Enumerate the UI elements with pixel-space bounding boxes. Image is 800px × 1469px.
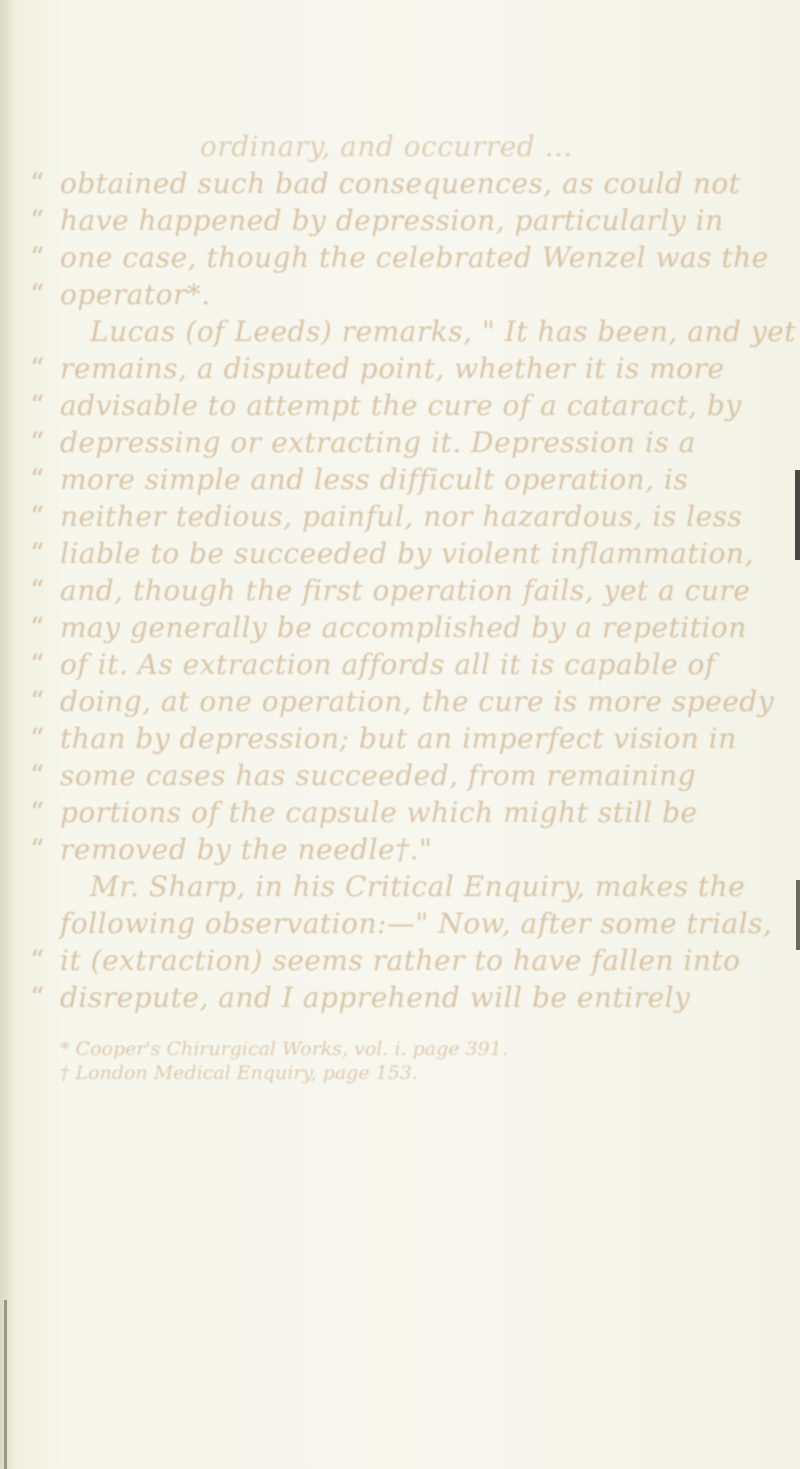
page-gutter-shadow — [0, 0, 16, 1469]
text-line: “ of it. As extraction affords all it is capable of — [30, 648, 716, 681]
text-line: “ more simple and less difficult operation, is — [30, 463, 689, 496]
page-edge-shadow — [796, 880, 800, 950]
footnote: * Cooper's Chirurgical Works, vol. i. page 391. — [60, 1038, 508, 1060]
page-edge-shadow — [795, 470, 800, 560]
text-line: “ remains, a disputed point, whether it is more — [30, 352, 725, 385]
text-line: “ liable to be succeeded by violent inflammation, — [30, 537, 754, 570]
text-line: “ have happened by depression, particularly in — [30, 204, 724, 237]
text-line: “ neither tedious, painful, nor hazardous, is less — [30, 500, 743, 533]
text-line: “ may generally be accomplished by a repetition — [30, 611, 747, 644]
footnotes — [60, 1037, 508, 1085]
text-line: “ than by depression; but an imperfect vision in — [30, 722, 737, 755]
text-line: “ depressing or extracting it. Depression is a — [30, 426, 696, 459]
page-edge-mark — [4, 1300, 7, 1469]
text-line: ordinary, and occurred ... — [200, 130, 573, 163]
body-text — [30, 128, 796, 1016]
text-line: “ some cases has succeeded, from remaining — [30, 759, 697, 792]
text-line: “ advisable to attempt the cure of a cataract, by — [30, 389, 742, 422]
text-line: “ operator*. — [30, 278, 211, 311]
footnote: † London Medical Enquiry, page 153. — [60, 1062, 418, 1084]
text-line: Mr. Sharp, in his Critical Enquiry, makes the — [90, 870, 746, 903]
text-line: “ portions of the capsule which might still be — [30, 796, 698, 829]
text-line: Lucas (of Leeds) remarks, " It has been, and yet — [90, 315, 796, 348]
text-line: “ disrepute, and I apprehend will be entirely — [30, 981, 691, 1014]
text-line: “ removed by the needle†." — [30, 833, 433, 866]
text-line: “ and, though the first operation fails, yet a cure — [30, 574, 751, 607]
text-line: “ obtained such bad consequences, as could not — [30, 167, 741, 200]
text-line: “ one case, though the celebrated Wenzel was the — [30, 241, 769, 274]
text-line: “ it (extraction) seems rather to have fallen into — [30, 944, 741, 977]
text-line: “ doing, at one operation, the cure is more speedy — [30, 685, 775, 718]
text-line: following observation:—" Now, after some trials, — [60, 907, 773, 940]
